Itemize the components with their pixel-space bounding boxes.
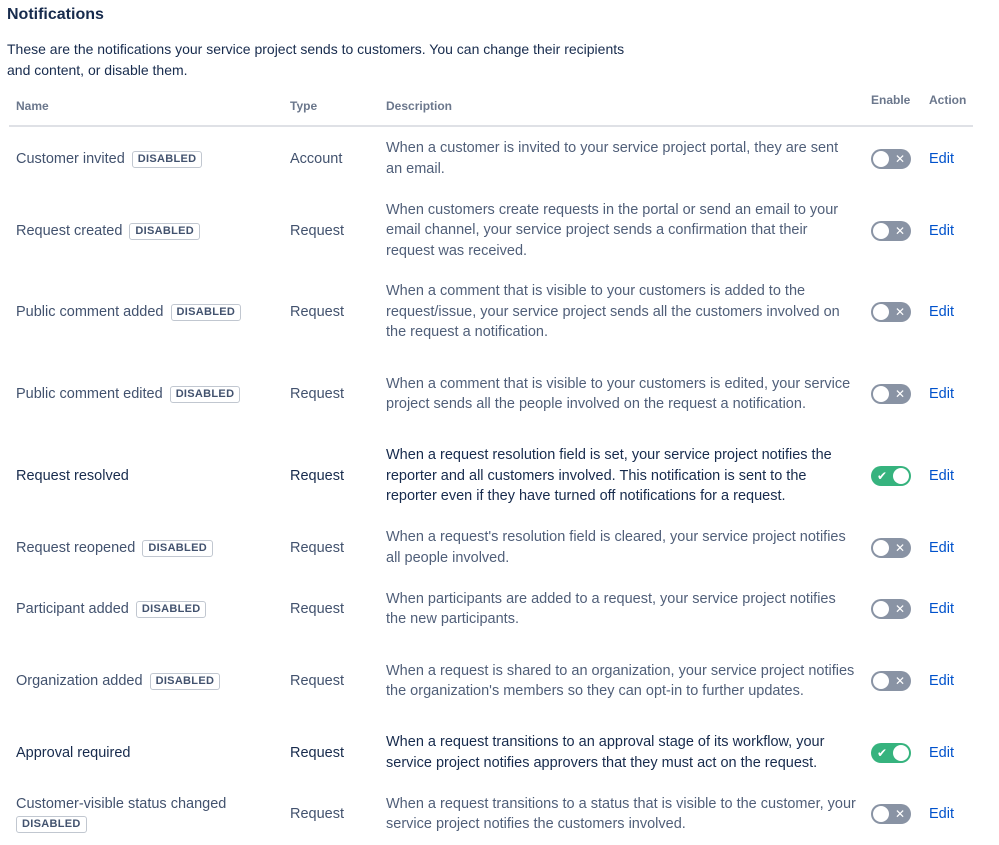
- enable-toggle[interactable]: [871, 302, 911, 322]
- notification-name-cell: [16, 127, 281, 190]
- notification-description: When participants are added to a request, your service project notifies the new participants.: [386, 590, 836, 627]
- notification-name: Public comment added: [16, 304, 164, 320]
- notification-name-wrap: [16, 466, 136, 486]
- cross-icon: ✕: [894, 305, 906, 319]
- table-row: [0, 190, 999, 271]
- enable-cell: [871, 353, 915, 435]
- disabled-lozenge: DISABLED: [16, 816, 87, 833]
- notification-description: When a comment that is visible to your customers is edited, your service project sends all the people involved on the request a notification.: [386, 375, 851, 412]
- column-header-name: Name: [16, 99, 49, 113]
- notification-description: When a request transitions to an approval stage of its workflow, your service project notifies approvers that they must act on the request.: [386, 734, 825, 771]
- column-header-type: Type: [290, 99, 318, 113]
- enable-cell: [871, 722, 915, 783]
- notification-name: Approval required: [16, 744, 131, 761]
- check-icon: ✔: [876, 469, 888, 483]
- toggle-knob: [873, 304, 889, 320]
- action-cell: [929, 783, 969, 845]
- notification-type: Request: [290, 386, 345, 402]
- enable-cell: [871, 190, 915, 271]
- table-row: [0, 517, 999, 578]
- notification-type: Request: [290, 468, 345, 484]
- notification-name-wrap: [16, 599, 206, 619]
- enable-cell: [871, 578, 915, 640]
- edit-link[interactable]: Edit: [929, 304, 954, 320]
- notification-name-wrap: [16, 302, 241, 322]
- disabled-lozenge: DISABLED: [129, 223, 200, 240]
- notification-type: Request: [290, 222, 345, 239]
- toggle-knob: [873, 223, 889, 239]
- check-icon: ✔: [876, 745, 888, 760]
- disabled-lozenge: DISABLED: [142, 540, 213, 557]
- enable-toggle[interactable]: [871, 599, 911, 619]
- edit-link[interactable]: Edit: [929, 806, 954, 822]
- notification-name-cell: [16, 190, 281, 271]
- disabled-lozenge: DISABLED: [171, 304, 242, 321]
- disabled-lozenge: DISABLED: [132, 151, 203, 168]
- column-header-description: Description: [386, 99, 453, 113]
- notification-description-cell: [386, 353, 856, 435]
- notification-type-cell: [290, 578, 375, 640]
- notification-name-wrap: [16, 743, 137, 763]
- notification-type-cell: [290, 271, 375, 353]
- action-cell: [929, 271, 969, 353]
- enable-cell: [871, 783, 915, 845]
- cross-icon: ✕: [894, 674, 906, 688]
- notification-description-cell: [386, 517, 856, 578]
- page-title: Notifications: [7, 6, 104, 23]
- table-row: [0, 640, 999, 722]
- enable-toggle[interactable]: [871, 384, 911, 404]
- cross-icon: ✕: [894, 807, 906, 821]
- notification-type: Request: [290, 806, 345, 822]
- table-row: [0, 353, 999, 435]
- notification-type: Request: [290, 744, 345, 761]
- notification-type-cell: [290, 722, 375, 783]
- notification-description-cell: [386, 127, 856, 190]
- cross-icon: ✕: [894, 151, 906, 166]
- notification-name-wrap: [16, 671, 220, 691]
- notification-type: Account: [290, 150, 343, 167]
- edit-link[interactable]: Edit: [929, 386, 954, 402]
- toggle-knob: [873, 540, 889, 556]
- toggle-knob: [873, 601, 889, 617]
- notification-name: Customer-visible status changed: [16, 796, 227, 812]
- action-cell: [929, 353, 969, 435]
- notifications-table-body: [0, 127, 999, 845]
- toggle-knob: [893, 745, 909, 761]
- notification-name: Request reopened: [16, 539, 136, 556]
- notification-description: When a request transitions to a status that is visible to the customer, your service project notifies the customers involved.: [386, 795, 856, 832]
- action-cell: [929, 578, 969, 640]
- enable-toggle[interactable]: [871, 743, 911, 763]
- notification-name-wrap: [16, 149, 202, 169]
- notification-type-cell: [290, 640, 375, 722]
- enable-toggle[interactable]: [871, 221, 911, 241]
- notification-name: Customer invited: [16, 150, 125, 167]
- notification-name-cell: [16, 435, 281, 517]
- edit-link[interactable]: Edit: [929, 601, 954, 617]
- notification-name-wrap: [16, 794, 233, 834]
- notification-description: When a request resolution field is set, your service project notifies the reporter and all customers involved. This notification is sent to the reporter even if they have turned off notifications for a request.: [386, 447, 832, 505]
- edit-link[interactable]: Edit: [929, 150, 954, 167]
- toggle-knob: [893, 468, 909, 484]
- notification-description: When a request is shared to an organization, your service project notifies the organization's members so they can opt-in to further updates.: [386, 662, 855, 699]
- enable-toggle[interactable]: [871, 538, 911, 558]
- notification-name-cell: [16, 783, 281, 845]
- notification-description: When a customer is invited to your service project portal, they are sent an email.: [386, 140, 839, 177]
- notification-name-wrap: [16, 384, 240, 404]
- notification-name: Request created: [16, 222, 123, 239]
- action-cell: [929, 435, 969, 517]
- notification-type: Request: [290, 673, 345, 689]
- enable-toggle[interactable]: [871, 466, 911, 486]
- enable-cell: [871, 127, 915, 190]
- notification-name-cell: [16, 640, 281, 722]
- notification-type: Request: [290, 601, 345, 617]
- notification-name: Organization added: [16, 673, 143, 689]
- notification-type: Request: [290, 539, 345, 556]
- table-row: [0, 722, 999, 783]
- cross-icon: ✕: [894, 223, 906, 238]
- notification-description-cell: [386, 435, 856, 517]
- notification-name: Request resolved: [16, 468, 129, 484]
- page-intro: These are the notifications your service project sends to customers. You can change their recipients and content, or disable them.: [7, 41, 625, 78]
- notification-name-cell: [16, 578, 281, 640]
- notification-description: When a request's resolution field is cleared, your service project notifies all people involved.: [386, 529, 846, 566]
- action-cell: [929, 722, 969, 783]
- table-row: [0, 783, 999, 845]
- notification-name-cell: [16, 517, 281, 578]
- notification-type-cell: [290, 435, 375, 517]
- notification-type-cell: [290, 783, 375, 845]
- notification-type: Request: [290, 304, 345, 320]
- notification-name-cell: [16, 353, 281, 435]
- notification-description-cell: [386, 783, 856, 845]
- action-cell: [929, 127, 969, 190]
- toggle-knob: [873, 673, 889, 689]
- edit-link[interactable]: Edit: [929, 539, 954, 556]
- toggle-knob: [873, 386, 889, 402]
- edit-link[interactable]: Edit: [929, 468, 954, 484]
- disabled-lozenge: DISABLED: [136, 601, 207, 618]
- notification-name: Participant added: [16, 601, 129, 617]
- notification-name: Public comment edited: [16, 386, 163, 402]
- table-row: [0, 578, 999, 640]
- notification-name-wrap: [16, 221, 200, 241]
- notification-type-cell: [290, 353, 375, 435]
- enable-cell: [871, 435, 915, 517]
- notification-description-cell: [386, 722, 856, 783]
- toggle-knob: [873, 151, 889, 167]
- notification-description-cell: [386, 190, 856, 271]
- notification-name-wrap: [16, 538, 213, 558]
- table-row: [0, 271, 999, 353]
- action-cell: [929, 640, 969, 722]
- enable-cell: [871, 271, 915, 353]
- notification-description-cell: [386, 271, 856, 353]
- action-cell: [929, 517, 969, 578]
- column-header-enable: Enable: [871, 93, 911, 107]
- disabled-lozenge: DISABLED: [150, 673, 221, 690]
- enable-cell: [871, 517, 915, 578]
- notification-name-cell: [16, 722, 281, 783]
- notification-name-cell: [16, 271, 281, 353]
- toggle-knob: [873, 806, 889, 822]
- enable-toggle[interactable]: [871, 671, 911, 691]
- notification-description: When a comment that is visible to your customers is added to the request/issue, your service project sends all the customers involved on the request a notification.: [386, 283, 840, 341]
- notification-description: When customers create requests in the portal or send an email to your email channel, your service project sends a confirmation that their request was received.: [386, 201, 839, 259]
- notification-type-cell: [290, 127, 375, 190]
- notification-type-cell: [290, 517, 375, 578]
- cross-icon: ✕: [894, 387, 906, 401]
- action-cell: [929, 190, 969, 271]
- notification-description-cell: [386, 578, 856, 640]
- edit-link[interactable]: Edit: [929, 744, 954, 761]
- cross-icon: ✕: [894, 602, 906, 616]
- column-header-action: Action: [929, 93, 967, 107]
- table-row: [0, 435, 999, 517]
- table-row: [0, 127, 999, 190]
- notification-type-cell: [290, 190, 375, 271]
- enable-cell: [871, 640, 915, 722]
- cross-icon: ✕: [894, 540, 906, 555]
- enable-toggle[interactable]: [871, 804, 911, 824]
- enable-toggle[interactable]: [871, 149, 911, 169]
- disabled-lozenge: DISABLED: [170, 386, 241, 403]
- edit-link[interactable]: Edit: [929, 673, 954, 689]
- edit-link[interactable]: Edit: [929, 222, 954, 239]
- notification-description-cell: [386, 640, 856, 722]
